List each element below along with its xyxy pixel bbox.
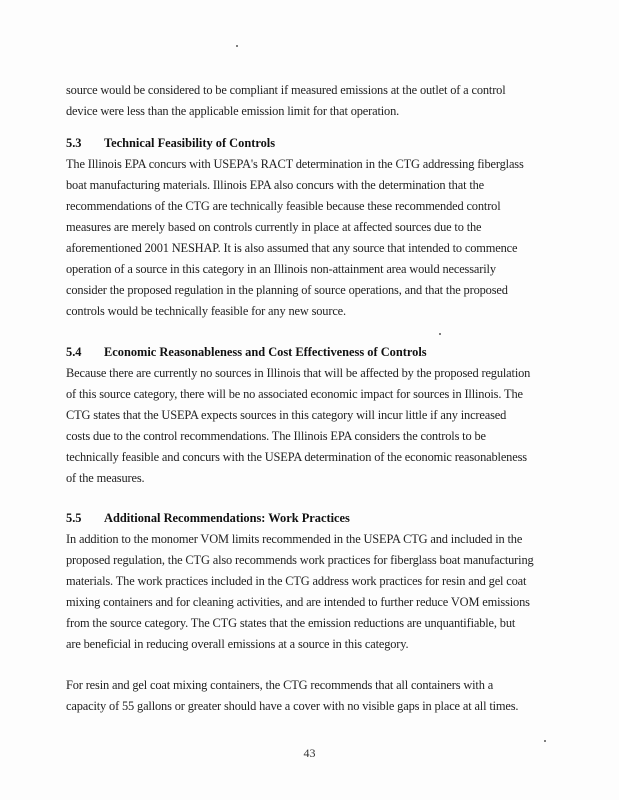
text-line: The Illinois EPA concurs with USEPA's RACT determination in the CTG addressing fiberglass <box>66 157 524 171</box>
text-line: recommendations of the CTG are technically feasible because these recommended control <box>66 199 501 213</box>
section-5-5-paragraph <box>66 529 554 655</box>
section-5-3-paragraph <box>66 154 554 322</box>
intro-paragraph <box>66 80 554 122</box>
text-line: proposed regulation, the CTG also recommends work practices for fiberglass boat manufacturing <box>66 553 534 567</box>
text-line: CTG states that the USEPA expects sources in this category will incur little if any increased <box>66 408 507 422</box>
text-line: from the source category. The CTG states that the emission reductions are unquantifiable, but <box>66 616 516 630</box>
text-line: aforementioned 2001 NESHAP. It is also assumed that any source that intended to commence <box>66 241 518 255</box>
section-title: Economic Reasonableness and Cost Effectiveness of Controls <box>104 345 427 359</box>
scan-speck <box>439 333 441 335</box>
section-title: Technical Feasibility of Controls <box>104 136 276 150</box>
text-line: boat manufacturing materials. Illinois EPA also concurs with the determination that the <box>66 178 485 192</box>
section-heading-5-3 <box>66 133 275 154</box>
scan-speck <box>544 740 546 742</box>
text-line: measures are merely based on controls currently in place at affected sources due to the <box>66 220 482 234</box>
text-line: of the measures. <box>66 471 145 485</box>
closing-paragraph <box>66 675 554 717</box>
text-line: consider the proposed regulation in the planning of source operations, and that the proposed <box>66 283 508 297</box>
text-line: costs due to the control recommendations. The Illinois EPA considers the controls to be <box>66 429 486 443</box>
text-line: capacity of 55 gallons or greater should have a cover with no visible gaps in place at all times. <box>66 699 519 713</box>
text-line: of this source category, there will be no associated economic impact for sources in Illinois. The <box>66 387 523 401</box>
text-line: operation of a source in this category in an Illinois non-attainment area would necessarily <box>66 262 496 276</box>
text-line: controls would be technically feasible for any new source. <box>66 304 346 318</box>
section-heading-5-5 <box>66 508 350 529</box>
section-number: 5.3 <box>66 136 82 150</box>
text-line: technically feasible and concurs with the USEPA determination of the economic reasonableness <box>66 450 527 464</box>
text-line: Because there are currently no sources in Illinois that will be affected by the proposed regulation <box>66 366 531 380</box>
page-number: 43 <box>303 746 316 760</box>
text-line: are beneficial in reducing overall emissions at a source in this category. <box>66 637 409 651</box>
text-line: In addition to the monomer VOM limits recommended in the USEPA CTG and included in the <box>66 532 523 546</box>
text-line: materials. The work practices included in the CTG address work practices for resin and gel coat <box>66 574 527 588</box>
section-title: Additional Recommendations: Work Practices <box>104 511 350 525</box>
section-5-4-paragraph <box>66 363 554 489</box>
text-line: device were less than the applicable emission limit for that operation. <box>66 104 400 118</box>
text-line: mixing containers and for cleaning activities, and are intended to further reduce VOM emissions <box>66 595 530 609</box>
section-heading-5-4 <box>66 342 427 363</box>
section-number: 5.4 <box>66 345 82 359</box>
text-line: For resin and gel coat mixing containers, the CTG recommends that all containers with a <box>66 678 494 692</box>
text-line: source would be considered to be compliant if measured emissions at the outlet of a control <box>66 83 506 97</box>
section-number: 5.5 <box>66 511 82 525</box>
scan-speck <box>236 45 238 47</box>
